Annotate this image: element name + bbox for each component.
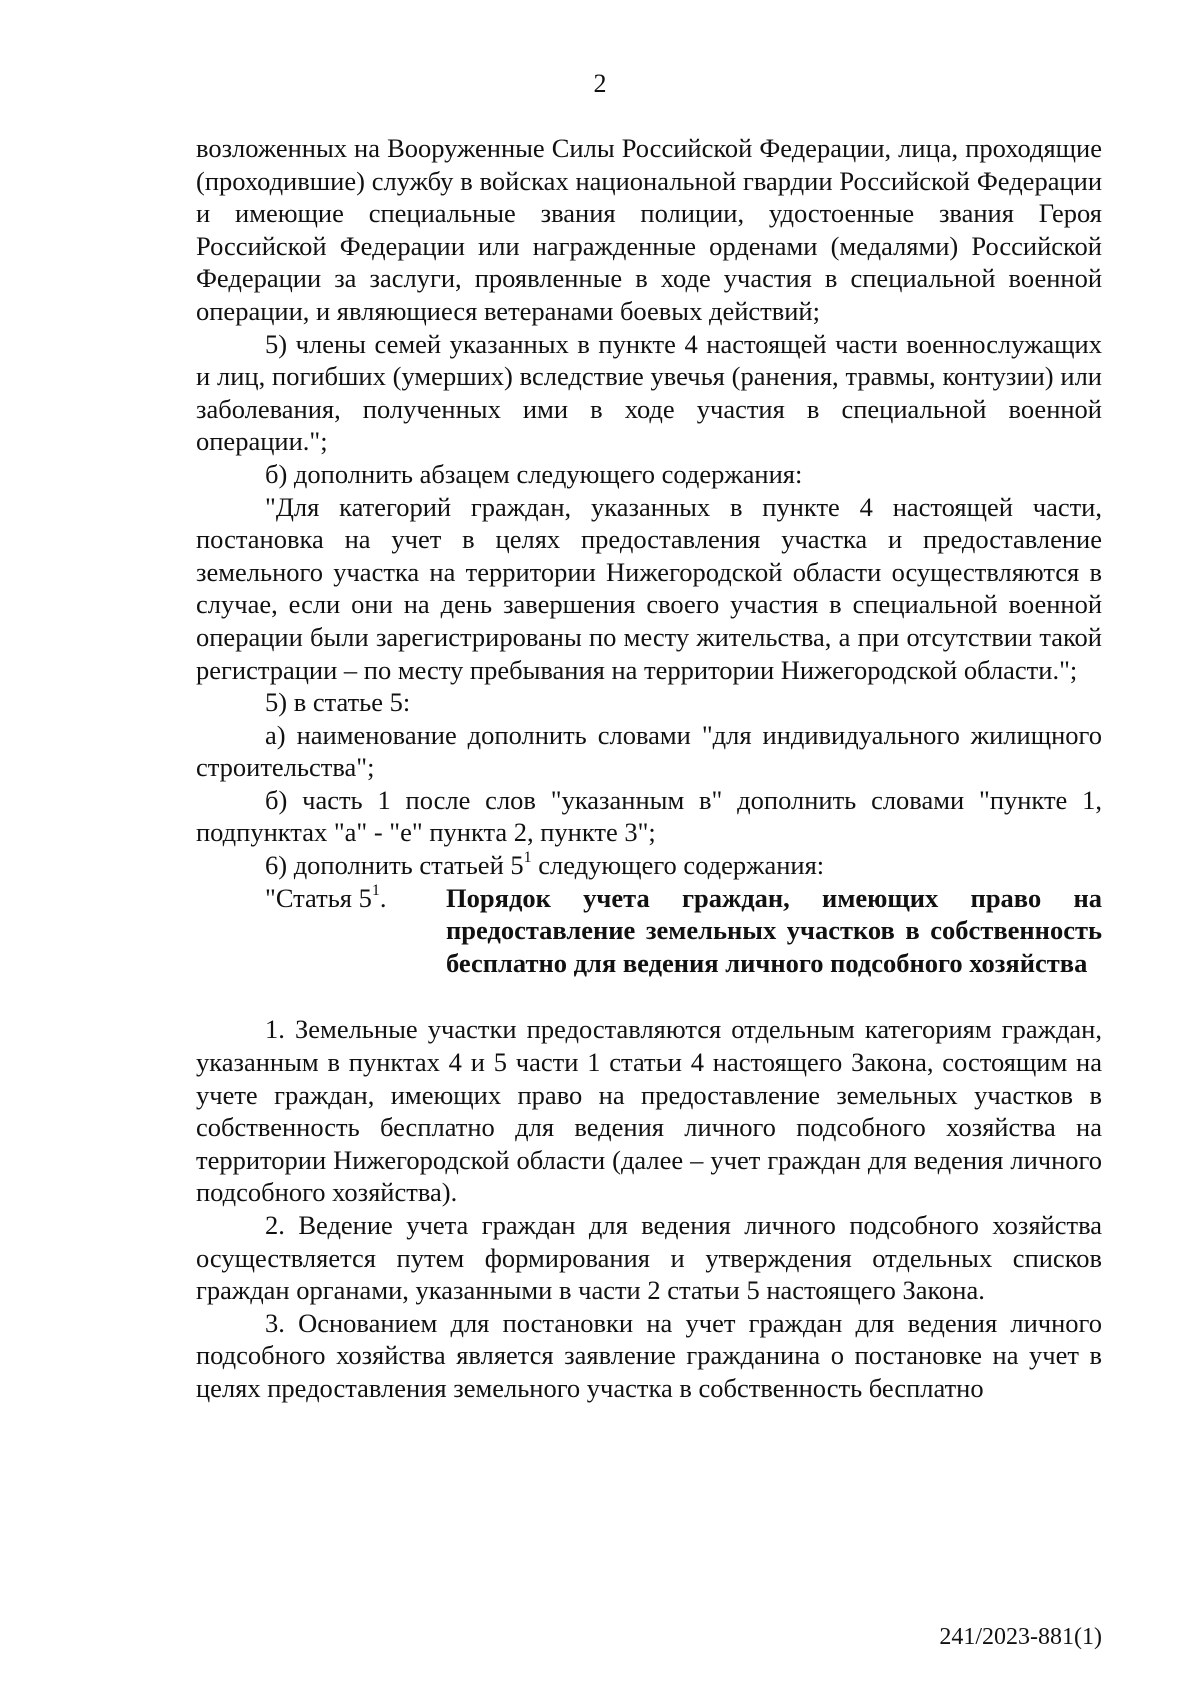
paragraph-item-6-add-article [196,849,1102,882]
add-article-text: 6) дополнить статьей 5 [265,850,524,881]
article-title: Порядок учета граждан, имеющих право на предоставление земельных участков в собственность бесплатно для ведения личного подсобного хозяйства [446,882,1102,978]
article-number: "Статья $5^1$. [265,881,387,913]
spacer [196,979,1102,1013]
paragraph-item-b-add-clause: б) дополнить абзацем следующего содержания: [265,458,803,489]
paragraph-clause-3: 3. Основанием для постановки на учет граждан для ведения личного подсобного хозяйства является заявление гражданина о постановке на учет в целях предоставления земельного участка в собственность бесплатно [196,1307,1102,1403]
paragraph-quoted-registration-clause: "Для категорий граждан, указанных в пункте 4 настоящей части, постановка на учет в целях предоставления участка и предоставление земельного участка на территории Нижегородской области осуществляются в случае, если они на день завершения своего участия в специальной военной операции были зарегистрированы по месту жительства, а при отсутствии такой регистрации – по месту пребывания на территории Нижегородской области."; [196,491,1102,685]
add-article-text-end: следующего содержания: [531,850,825,881]
paragraph-item-5-article-5: 5) в статье 5: [265,687,411,718]
paragraph-item-a-title-amendment: а) наименование дополнить словами "для индивидуального жилищного строительства"; [196,719,1102,783]
paragraph-veterans-continuation: возложенных на Вооруженные Силы Российской Федерации, лица, проходящие (проходившие) службу в войсках национальной гвардии Российской Федерации и имеющие специальные звания полиции, удостоенные звания Героя Российской Федерации или награжденные орденами (медалями) Российской Федерации за заслуги, проявленные в ходе участия в специальной военной операции, и являющиеся ветеранами боевых действий; [196,133,1102,326]
page-number: 2 [593,69,607,98]
paragraph-item-b-part-1-amendment: б) часть 1 после слов "указанным в" дополнить словами "пункте 1, подпунктах "а" - "е" пункта 2, пункте 3"; [196,784,1102,848]
document-code: 241/2023-881(1) [939,1624,1102,1650]
paragraph-clause-2: 2. Ведение учета граждан для ведения личного подсобного хозяйства осуществляется путем формирования и утверждения отдельных списков граждан органами, указанными в части 2 статьи 5 настоящего Закона. [196,1210,1102,1306]
article-heading [196,882,1102,980]
article-superscript: 1 [523,849,532,867]
paragraph-clause-1: 1. Земельные участки предоставляются отдельным категориям граждан, указанным в пунктах 4 и 5 части 1 статьи 4 настоящего Закона, состоящим на учете граждан, имеющих право на предоставление земельных участков в собственность бесплатно для ведения личного подсобного хозяйства на территории Нижегородской области (далее – учет граждан для ведения личного подсобного хозяйства). [196,1014,1102,1208]
article-number-superscript: 1 [371,881,380,899]
document-body [196,132,1102,1405]
paragraph-item-5-family-members: 5) члены семей указанных в пункте 4 настоящей части военнослужащих и лиц, погибших (умерших) вследствие увечья (ранения, травмы, контузии) или заболевания, полученных ими в ходе участия в специальной военной операции."; [196,328,1102,457]
